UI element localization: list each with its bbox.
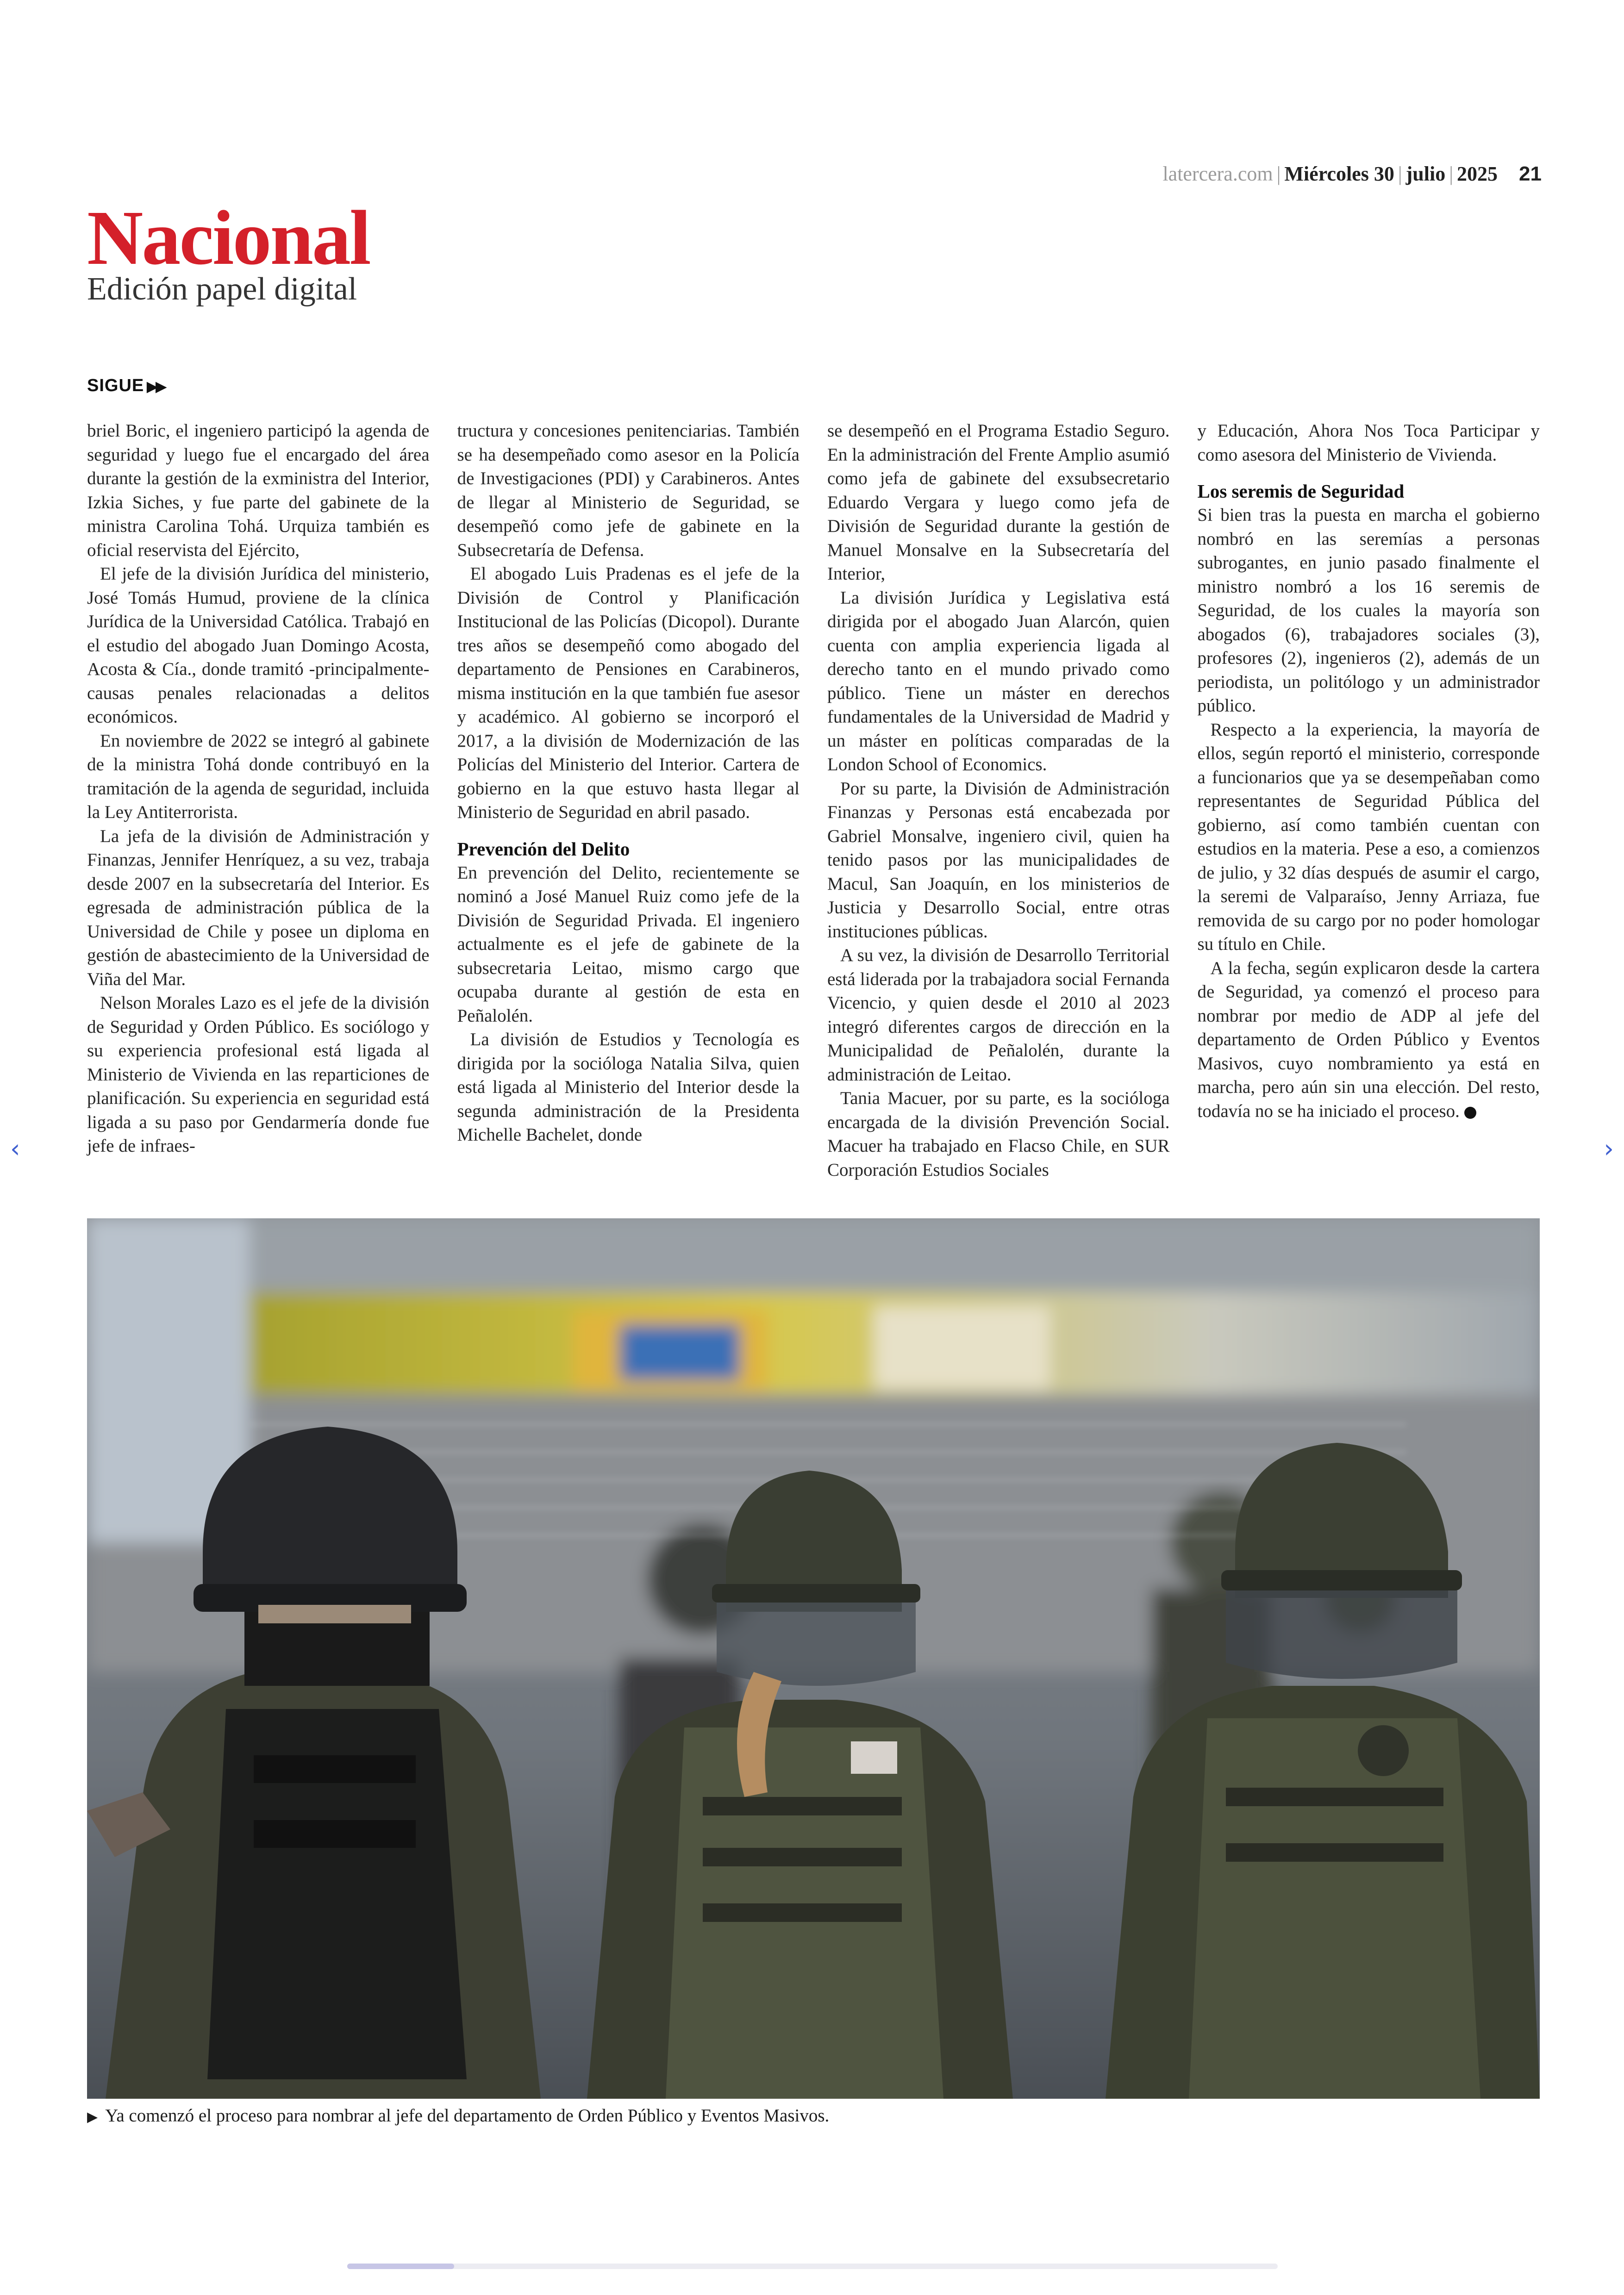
date-month: julio xyxy=(1405,162,1446,185)
continue-text: SIGUE xyxy=(87,376,144,395)
subheading-seremis: Los seremis de Seguridad xyxy=(1197,480,1405,502)
paragraph: En prevención del Delito, recientemente se nominó a José Manuel Ruiz como jefe de la División de Seguridad Privada. El ingeniero actualmente es el jefe de gabinete de la subsecretaria Leitao, mismo cargo que ocupaba durante al gestión de esta en Peñalolén. xyxy=(457,862,800,1026)
paragraph: se desempeñó en el Programa Estadio Seguro. En la administración del Frente Amplio asumió como jefa de gabinete del exsubsecretario Eduardo Vergara y luego como jefa de División de Seguridad durante la gestión de Manuel Monsalve en la Subsecretaría del Interior, xyxy=(827,421,1170,584)
date-day: Miércoles 30 xyxy=(1284,162,1394,185)
double-arrow-icon: ▶▶ xyxy=(147,379,165,394)
paragraph: Tania Macuer, por su parte, es la socióloga encargada de la división Prevención Social. Macuer ha trabajado en Flacso Chile, en SUR Corporación Estudios Sociales xyxy=(827,1088,1170,1180)
paragraph: El jefe de la división Jurídica del ministerio, José Tomás Humud, proviene de la clínica Jurídica de la Universidad Católica. Trabajó en el estudio del abogado Juan Domingo Acosta, Acosta & Cía., donde tramitó -principalmente- causas penales relacionadas a delitos económicos. xyxy=(87,564,430,727)
paragraph: A su vez, la división de Desarrollo Territorial está liderada por la trabajadora social Fernanda Vicencio, y quien desde el 2010 al 2023 integró diferentes cargos de dirección en la Municipalidad de Peñalolén, durante la administración de Leitao. xyxy=(827,945,1170,1085)
paragraph: y Educación, Ahora Nos Toca Participar y como asesora del Ministerio de Vivienda. xyxy=(1197,421,1540,465)
previous-page-chevron-icon[interactable]: ‹ xyxy=(10,1134,20,1163)
section-subtitle: Edición papel digital xyxy=(87,271,357,307)
paragraph: La jefa de la división de Administración y Finanzas, Jennifer Henríquez, a su vez, trabaja desde 2007 en la subsecretaría del Interior. Es egresada de administración pública de la Universidad de Chile y posee un diploma en gestión de abastecimiento de la Universidad de Viña del Mar. xyxy=(87,826,430,989)
page-header-meta: latercera.com | Miércoles 30 | julio | 2025 21 xyxy=(1162,162,1542,185)
paragraph: Respecto a la experiencia, la mayoría de ellos, según reportó el ministerio, corresponde a funcionarios que ya se desempeñaban como representantes de Seguridad Pública del gobierno, así como también cuentan con estudios en la materia. Pese a eso, a comienzos de julio, y 32 días después de asumir el cargo, la seremi de Valparaíso, Jenny Arriaza, fue removida de su cargo por no poder homologar su título en Chile. xyxy=(1197,719,1540,954)
subheading-prevencion: Prevención del Delito xyxy=(457,838,630,860)
article-body xyxy=(87,419,1540,1206)
paragraph: tructura y concesiones penitenciarias. También se ha desempeñado como asesor en la Policía de Investigaciones (PDI) y Carabineros. Antes de llegar al Ministerio de Seguridad, se desempeñó como jefe de gabinete en la Subsecretaría de Defensa. xyxy=(457,421,800,560)
paragraph: Si bien tras la puesta en marcha el gobierno nombró en las seremías a personas subrogantes, en junio pasado finalmente el ministro nombró a los 16 seremis de Seguridad, de los cuales la mayoría son abogados (6), trabajadores sociales (3), profesores (2), ingenieros (2), además de un periodista, un politólogo y un administrador público. xyxy=(1197,505,1540,716)
page-number: 21 xyxy=(1519,162,1542,185)
paragraph: Por su parte, la División de Administración Finanzas y Personas está encabezada por Gabriel Monsalve, ingeniero civil, quien ha tenido pasos por las municipalidades de Macul, San Joaquín, en los ministerios de Justicia y Desarrollo Social, entre otras instituciones públicas. xyxy=(827,778,1170,942)
caption-text: Ya comenzó el proceso para nombrar al jefe del departamento de Orden Público y Eventos Masivos. xyxy=(105,2106,830,2126)
section-title: Nacional xyxy=(87,195,370,281)
article-column-3 xyxy=(827,419,1170,1206)
article-photo xyxy=(87,1218,1540,2099)
photo-caption xyxy=(87,2105,829,2126)
paragraph: Nelson Morales Lazo es el jefe de la división de Seguridad y Orden Público. Es sociólogo y su experiencia profesional está ligada al Ministerio de Vivienda en las reparticiones de planificación. Su experiencia en seguridad está ligada a su paso por Gendarmería donde fue jefe de infraes- xyxy=(87,993,430,1156)
paragraph: El abogado Luis Pradenas es el jefe de la División de Control y Planificación Institucional de las Policías (Dicopol). Durante tres años se desempeñó como abogado del departamento de Pensiones en Carabineros, misma institución en la que también fue asesor y académico. Al gobierno se incorporó el 2017, a la división de Modernización de las Policías del Ministerio del Interior. Cartera de gobierno en la que estuvo hasta llegar al Ministerio de Seguridad en abril pasado. xyxy=(457,564,800,822)
next-page-chevron-icon[interactable]: › xyxy=(1604,1134,1614,1163)
photo-security-officers xyxy=(87,1218,1540,2099)
continue-label xyxy=(87,376,164,396)
caption-play-icon: ▶ xyxy=(87,2109,98,2125)
article-column-4 xyxy=(1198,419,1540,1206)
article-column-1 xyxy=(87,419,430,1206)
reader-scrollbar-thumb[interactable] xyxy=(347,2264,454,2269)
article-column-2 xyxy=(457,419,800,1206)
site-name: latercera.com xyxy=(1162,162,1273,185)
date-year: 2025 xyxy=(1457,162,1498,185)
paragraph-text: A la fecha, según explicaron desde la cartera de Seguridad, ya comenzó el proceso para nombrar por medio de ADP al jefe del departamento de Orden Público y Eventos Masivos, cuyo nombramiento ya está en marcha, pero aún sin una elección. Del resto, todavía no se ha iniciado el proceso. xyxy=(1197,958,1540,1121)
paragraph: La división de Estudios y Tecnología es dirigida por la socióloga Natalia Silva, quien está ligada al Ministerio del Interior desde la segunda administración de la Presidenta Michelle Bachelet, donde xyxy=(457,1029,800,1145)
paragraph xyxy=(1198,956,1540,1123)
end-of-article-icon xyxy=(1464,1107,1476,1119)
paragraph: En noviembre de 2022 se integró al gabinete de la ministra Tohá donde contribuyó en la tramitación de la agenda de seguridad, incluida la Ley Antiterrorista. xyxy=(87,730,430,822)
paragraph: briel Boric, el ingeniero participó la agenda de seguridad y luego fue el encargado del área durante la gestión de la exministra del Interior, Izkia Siches, y fue parte del gabinete de la ministra Carolina Tohá. Urquiza también es oficial reservista del Ejército, xyxy=(87,421,430,560)
reader-scrollbar[interactable] xyxy=(347,2264,1278,2269)
paragraph: La división Jurídica y Legislativa está dirigida por el abogado Juan Alarcón, quien cuenta con amplia experiencia ligada al derecho tanto en el mundo privado como público. Tiene un máster en derechos fundamentales de la Universidad de Madrid y un máster en políticas comparadas de la London School of Economics. xyxy=(827,587,1170,774)
